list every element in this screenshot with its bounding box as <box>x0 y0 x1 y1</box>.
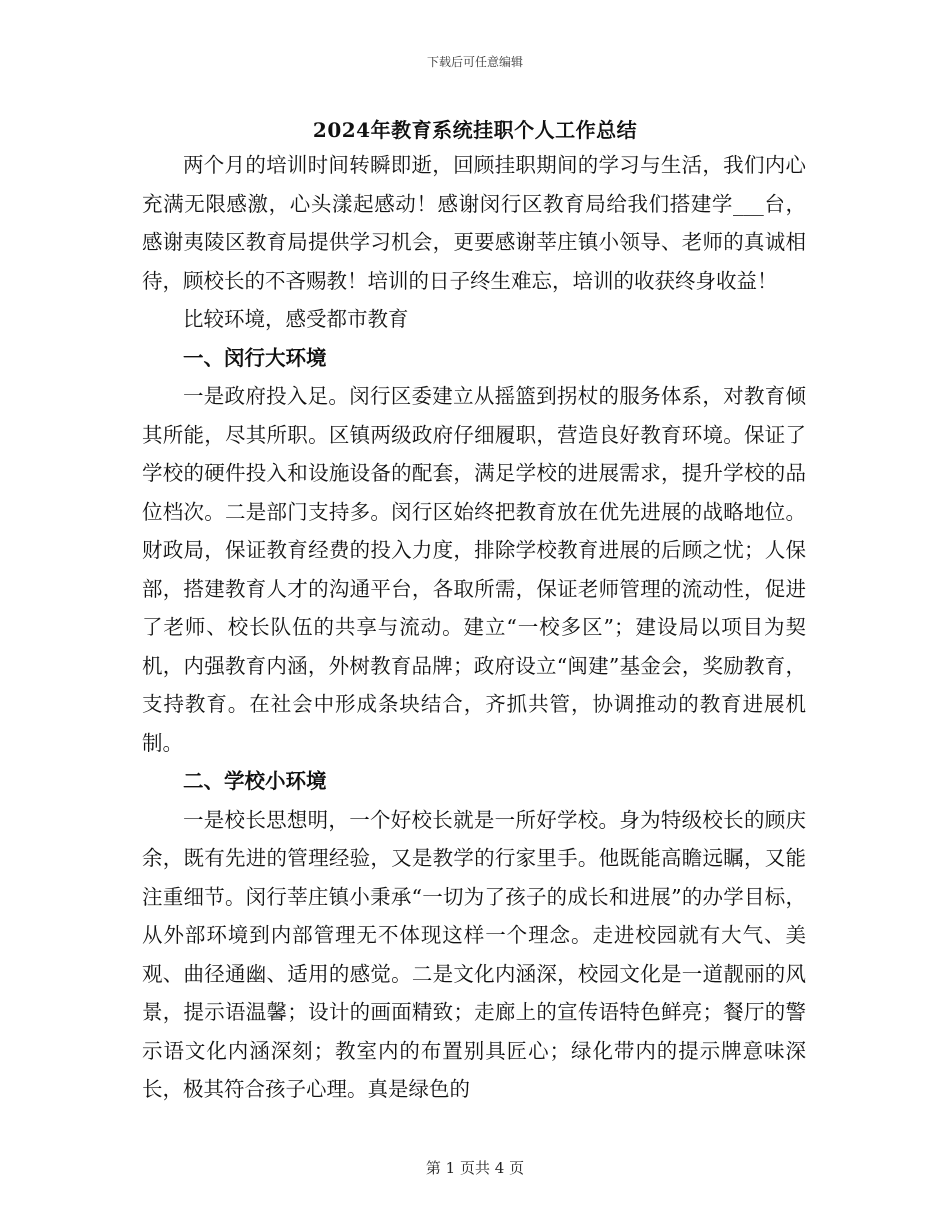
header-note: 下载后可任意编辑 <box>426 55 523 69</box>
document-body <box>142 146 806 1109</box>
paragraph-school: 一是校长思想明，一个好校长就是一所好学校。身为特级校长的顾庆余，既有先进的管理经验，又是教学的行家里手。他既能高瞻远瞩，又能注重细节。闵行莘庄镇小秉承“一切为了孩子的成长和进展”的办学目标，从外部环境到内部管理无不体现这样一个理念。走进校园就有大气、美观、曲径通幽、适用的感觉。二是文化内涵深，校园文化是一道靓丽的风景，提示语温馨；设计的画面精致；走廊上的宣传语特色鲜亮；餐厅的警示语文化内涵深刻；教室内的布置别具匠心；绿化带内的提示牌意味深长，极其符合孩子心理。真是绿色的 <box>142 807 806 1101</box>
page-number: 第 1 页共 4 页 <box>425 1159 525 1177</box>
paragraph-section-lead: 比较环境，感受都市教育 <box>183 307 409 331</box>
paragraph-minhang: 一是政府投入足。闵行区委建立从摇篮到拐杖的服务体系，对教育倾其所能，尽其所职。区镇两级政府仔细履职，营造良好教育环境。保证了学校的硬件投入和设施设备的配套，满足学校的进展需求，提升学校的品位档次。二是部门支持多。闵行区始终把教育放在优先进展的战略地位。财政局，保证教育经费的投入力度，排除学校教育进展的后顾之忧；人保部，搭建教育人才的沟通平台，各取所需，保证老师管理的流动性，促进了老师、校长队伍的共享与流动。建立“一校多区”；建设局以项目为契机，内强教育内涵，外树教育品牌；政府设立“闽建”基金会，奖励教育，支持教育。在社会中形成条块结合，齐抓共管，协调推动的教育进展机制。 <box>142 384 806 755</box>
section-heading-school: 二、学校小环境 <box>183 769 327 793</box>
section-heading-minhang: 一、闵行大环境 <box>183 345 327 370</box>
document-title: 2024年教育系统挂职个人工作总结 <box>312 118 638 142</box>
paragraph-intro: 两个月的培训时间转瞬即逝，回顾挂职期间的学习与生活，我们内心充满无限感激，心头漾起感动！感谢闵行区教育局给我们搭建学___台，感谢夷陵区教育局提供学习机会，更要感谢莘庄镇小领导、老师的真诚相待，顾校长的不吝赐教！培训的日子终生难忘，培训的收获终身收益！ <box>142 153 806 293</box>
